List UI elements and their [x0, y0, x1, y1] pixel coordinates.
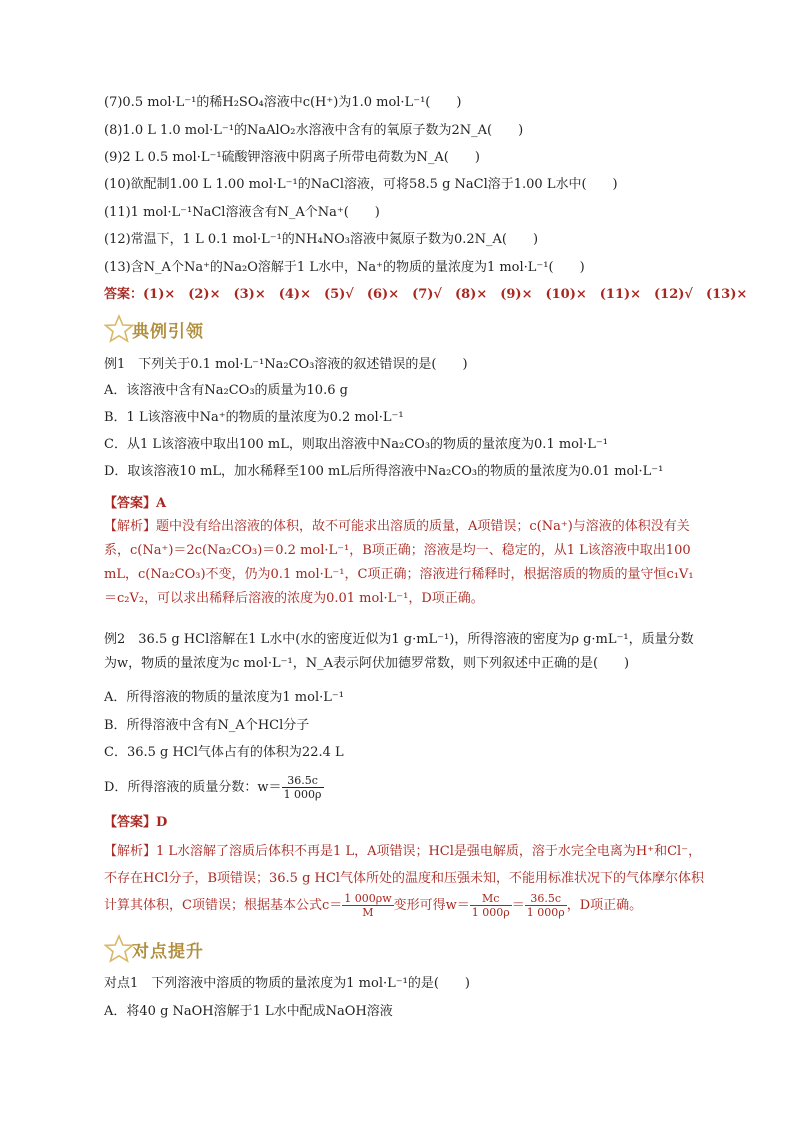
section-title: 典例引领 [132, 321, 204, 342]
analysis-text-b: 变形可得w＝ [393, 898, 470, 913]
fraction-numerator: 36.5c [525, 892, 567, 906]
star-icon [104, 314, 134, 344]
fraction-denominator: M [362, 906, 374, 919]
option-d-fraction [282, 774, 324, 801]
fraction-numerator: 1 000ρw [344, 892, 392, 905]
point1-option-a: A．将40 g NaOH溶解于1 L水中配成NaOH溶液 [104, 1004, 393, 1019]
fraction-numerator: 36.5c [282, 774, 324, 788]
formula-fraction-3 [525, 892, 567, 919]
section-heading-examples [104, 314, 204, 344]
judgment-12: (12)常温下，1 L 0.1 mol·L⁻¹的NH₄NO₃溶液中氮原子数为0.2N_A( ) [104, 232, 539, 247]
example2-stem: 例2 36.5 g HCl溶解在1 L水中(水的密度近似为1 g·mL⁻¹)，所得溶液的密度为ρ g·mL⁻¹，质量分数为w，物质的量浓度为c mol·L⁻¹，N_A表示阿伏加德罗常数，则下列叙述中正确的是( ) [104, 632, 694, 671]
answer-key: 答案：(1)× (2)× (3)× (4)× (5)√ (6)× (7)√ (8)× (9)× (10)× (11)× (12)√ (13)× [104, 287, 748, 302]
formula-fraction-1 [342, 892, 393, 919]
analysis-text-a: 【解析】1 L水溶解了溶质后体积不再是1 L，A项错误；HCl是强电解质，溶于水完全电离为H⁺和Cl⁻，不存在HCl分子，B项错误；36.5 g HCl气体所处的温度和压强未知，不能用标准状况下的气体摩尔体积计算其体积，C项错误；根据基本公式c＝ [104, 844, 704, 913]
example2-answer: 【答案】D [104, 815, 168, 830]
fraction-denominator: 1 000ρ [471, 906, 510, 919]
example1-option-d: D．取该溶液10 mL，加水稀释至100 mL后所得溶液中Na₂CO₃的物质的量浓度为0.01 mol·L⁻¹ [104, 464, 664, 479]
judgment-11: (11)1 mol·L⁻¹NaCl溶液含有N_A个Na⁺( ) [104, 205, 380, 220]
judgment-7: (7)0.5 mol·L⁻¹的稀H₂SO₄溶液中c(H⁺)为1.0 mol·L⁻¹( ) [104, 95, 462, 110]
example2-option-d [104, 773, 324, 803]
example1-option-b: B．1 L该溶液中Na⁺的物质的量浓度为0.2 mol·L⁻¹ [104, 410, 404, 425]
fraction-numerator: Mc [470, 892, 512, 906]
example2-analysis [104, 838, 704, 919]
judgment-13: (13)含N_A个Na⁺的Na₂O溶解于1 L水中，Na⁺的物质的量浓度为1 mol·L⁻¹( ) [104, 260, 585, 275]
judgment-8: (8)1.0 L 1.0 mol·L⁻¹的NaAlO₂水溶液中含有的氧原子数为2N_A( ) [104, 123, 524, 138]
example2-option-b: B．所得溶液中含有N_A个HCl分子 [104, 718, 310, 733]
example1-option-a: A．该溶液中含有Na₂CO₃的质量为10.6 g [104, 383, 348, 398]
fraction-denominator: 1 000ρ [526, 906, 565, 919]
example1-option-c: C．从1 L该溶液中取出100 mL，则取出溶液中Na₂CO₃的物质的量浓度为0.1 mol·L⁻¹ [104, 437, 608, 452]
point1-stem: 对点1 下列溶液中溶质的物质的量浓度为1 mol·L⁻¹的是( ) [104, 976, 470, 991]
example2-option-a: A．所得溶液的物质的量浓度为1 mol·L⁻¹ [104, 690, 344, 705]
formula-fraction-2 [470, 892, 512, 919]
fraction-denominator: 1 000ρ [283, 788, 322, 801]
section-heading-practice [104, 934, 204, 964]
section-title: 对点提升 [132, 941, 204, 962]
option-d-text: D．所得溶液的质量分数：w＝ [104, 780, 282, 795]
example2-option-c: C．36.5 g HCl气体占有的体积为22.4 L [104, 745, 344, 760]
judgment-10: (10)欲配制1.00 L 1.00 mol·L⁻¹的NaCl溶液，可将58.5 g NaCl溶于1.00 L水中( ) [104, 177, 618, 192]
judgment-9: (9)2 L 0.5 mol·L⁻¹硫酸钾溶液中阴离子所带电荷数为N_A( ) [104, 150, 480, 165]
example1-answer: 【答案】A [104, 496, 167, 511]
example1-analysis: 【解析】题中没有给出溶液的体积，故不可能求出溶质的质量，A项错误；c(Na⁺)与溶液的体积没有关系，c(Na⁺)＝2c(Na₂CO₃)＝0.2 mol·L⁻¹，B项正确；溶液是均一、稳定的，从1 L该溶液中取出100 mL，c(Na₂CO₃)不变，仍为0.1 mol·L⁻¹，C项正确；溶液进行稀释时，根据溶质的物质的量守恒c₁V₁＝c₂V₂，可以求出稀释后溶液的浓度为0.01 mol·L⁻¹，D项正确。 [104, 519, 694, 606]
example1-stem: 例1 下列关于0.1 mol·L⁻¹Na₂CO₃溶液的叙述错误的是( ) [104, 357, 468, 372]
analysis-text-c: ，D项正确。 [566, 898, 643, 913]
equals-sign: ＝ [511, 898, 525, 913]
star-icon [104, 934, 134, 964]
